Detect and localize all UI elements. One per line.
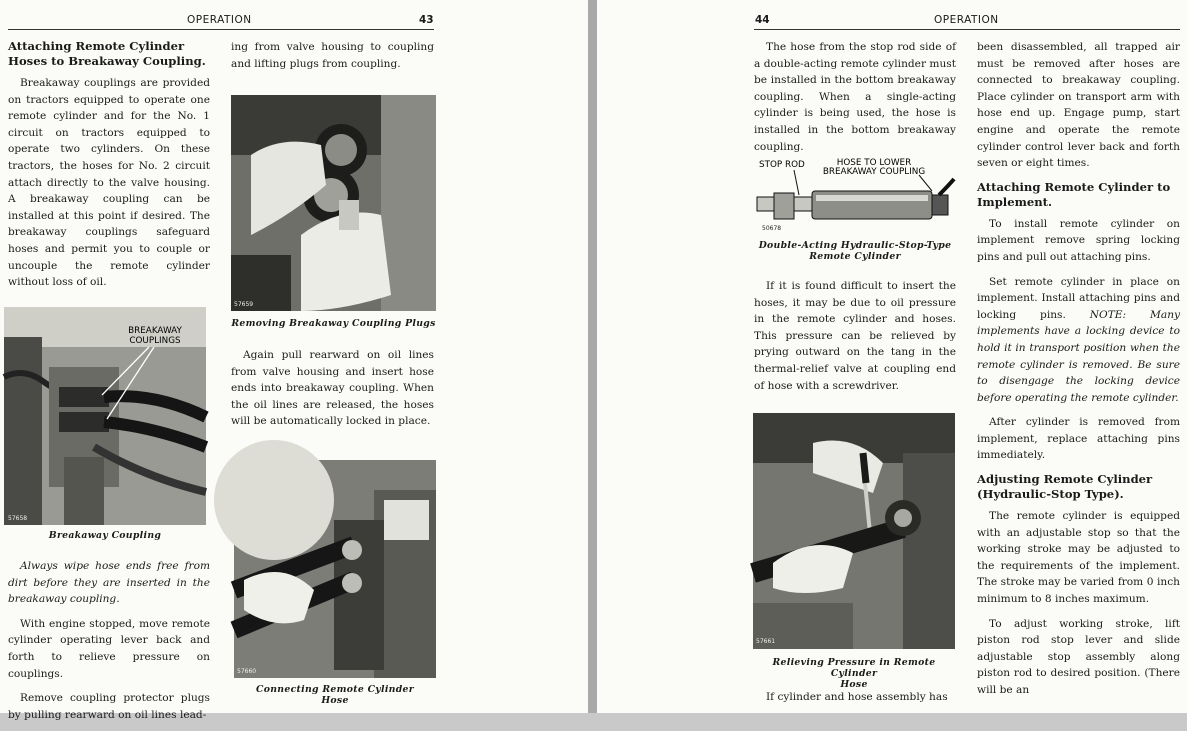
page-gutter [588,0,597,713]
paragraph: ing from valve housing to coupling and lifting plugs from coupling. [231,41,434,70]
figure-number: 57660 [237,668,257,675]
section-heading: Adjusting Remote Cylinder (Hydraulic-Stop Type). [977,472,1153,502]
page-number: 44 [755,14,770,26]
paragraph-text: Set remote cylinder in place on implement. Install attaching pins and locking pins. [977,275,1180,321]
caption-line: Double-Acting Hydraulic-Stop-Type [758,240,952,251]
left-column-2 [231,39,434,80]
figure-caption [753,657,955,690]
paragraph [977,274,1180,407]
left-column-1 [8,39,210,299]
running-head: OPERATION [934,14,999,26]
caption-line: Hose [840,679,868,690]
right-column-1-lower [754,689,956,714]
diagram-label-hose: HOSE TO LOWER [836,158,912,168]
paragraph: The hose from the stop rod side of a double-acting remote cylinder must be installed in the bottom breakaway coupling. When a single-acting cylinder is being used, the hose is installed in the bottom breakaway coupling. [754,41,956,153]
caption-line: Connecting Remote Cylinder [256,684,414,695]
diagram-remote-cylinder [754,155,956,235]
paragraph: After cylinder is removed from implement, replace attaching pins immediately. [977,416,1180,462]
right-column-1-middle [754,278,956,402]
right-page [597,0,1187,713]
figure-caption: Breakaway Coupling [48,530,162,541]
photo-connecting-hose [234,460,436,678]
paragraph: been disassembled, all trapped air must be removed after hoses are connected to breakaway coupling. Place cylinder on transport arm with hose end up. Engage pump, start engine and operate the remote cylinder control lever back and forth seven or eight times. [977,41,1180,170]
caption-line: Hose [321,695,349,706]
figure-number: 57661 [756,638,776,645]
left-column-2-middle [231,347,434,438]
figure-caption: Removing Breakaway Coupling Plugs [231,318,436,329]
diagram-label-hose: BREAKAWAY COUPLING [822,167,926,177]
photo-relieving-pressure [753,413,955,649]
figure-number: 57658 [8,515,28,522]
paragraph: If it is found difficult to insert the hoses, it may be due to oil pressure in the remote cylinder and hoses. This pressure can be relieved by prying outward on the tang in the thermal-relief valve at coupling end of hose with a screwdriver. [754,280,956,392]
paragraph: To install remote cylinder on implement remove spring locking pins and pull out attaching pins. [977,217,1180,263]
right-column-1 [754,39,956,163]
section-heading: Attaching Remote Cylinder to Implement. [977,179,1171,209]
paragraph: To adjust working stroke, lift piston rod stop lever and slide adjustable stop assembly along piston rod to desired position. (There will be an [977,617,1180,696]
paragraph: With engine stopped, move remote cylinder operating lever back and forth to relieve pressure on couplings. [8,617,210,680]
note-text: NOTE: Many implements have a locking device to hold it in transport position when the remote cylinder is removed. Be sure to disengage the locking device before operating the remote cylinder. [977,308,1180,404]
paragraph: If cylinder and hose assembly has [766,691,948,703]
figure-number: 57659 [234,301,254,308]
figure-caption [754,240,956,262]
page-number: 43 [419,14,434,26]
paragraph: The remote cylinder is equipped with an adjustable stop so that the working stroke may be adjusted to the requirements of the implement. The stroke may be varied from 0 inch minimum to 8 inches maximum. [977,510,1180,606]
figure-label: BREAKAWAY [128,326,182,336]
paragraph: Breakaway couplings are provided on tractors equipped to operate one remote cylinder and for the No. 1 circuit on tractors equipped to operate two cylinders. On these tractors, the hoses for No. 2 circuit attach directly to the valve housing. A breakaway coupling can be installed at this point if desired. The breakaway couplings safeguard hoses and permit you to couple or uncouple the remote cylinder without loss of oil. [8,77,210,289]
header-rule [8,29,434,30]
left-page [0,0,588,721]
left-column-1-lower [8,558,210,731]
paragraph: Remove coupling protector plugs by pulling rearward on oil lines lead- [8,692,210,721]
header-rule [754,29,1180,30]
paragraph: Always wipe hose ends free from dirt before they are inserted in the breakaway coupling. [8,560,210,606]
figure-label: COUPLINGS [129,336,181,346]
photo-breakaway-coupling [4,307,206,525]
diagram-label-stop-rod: STOP ROD [759,160,805,170]
photo-removing-plugs [231,95,436,311]
figure-number: 50678 [762,225,782,232]
running-head: OPERATION [187,14,252,26]
paragraph: Again pull rearward on oil lines from valve housing and insert hose ends into breakaway coupling. When the oil lines are released, the hoses will be automatically locked in place. [231,349,434,428]
figure-caption [234,684,436,706]
caption-line: Relieving Pressure in Remote Cylinder [772,657,936,679]
right-column-2 [977,39,1180,707]
section-heading: Attaching Remote Cylinder Hoses to Breakaway Coupling. [8,39,206,68]
caption-line: Remote Cylinder [809,251,901,262]
